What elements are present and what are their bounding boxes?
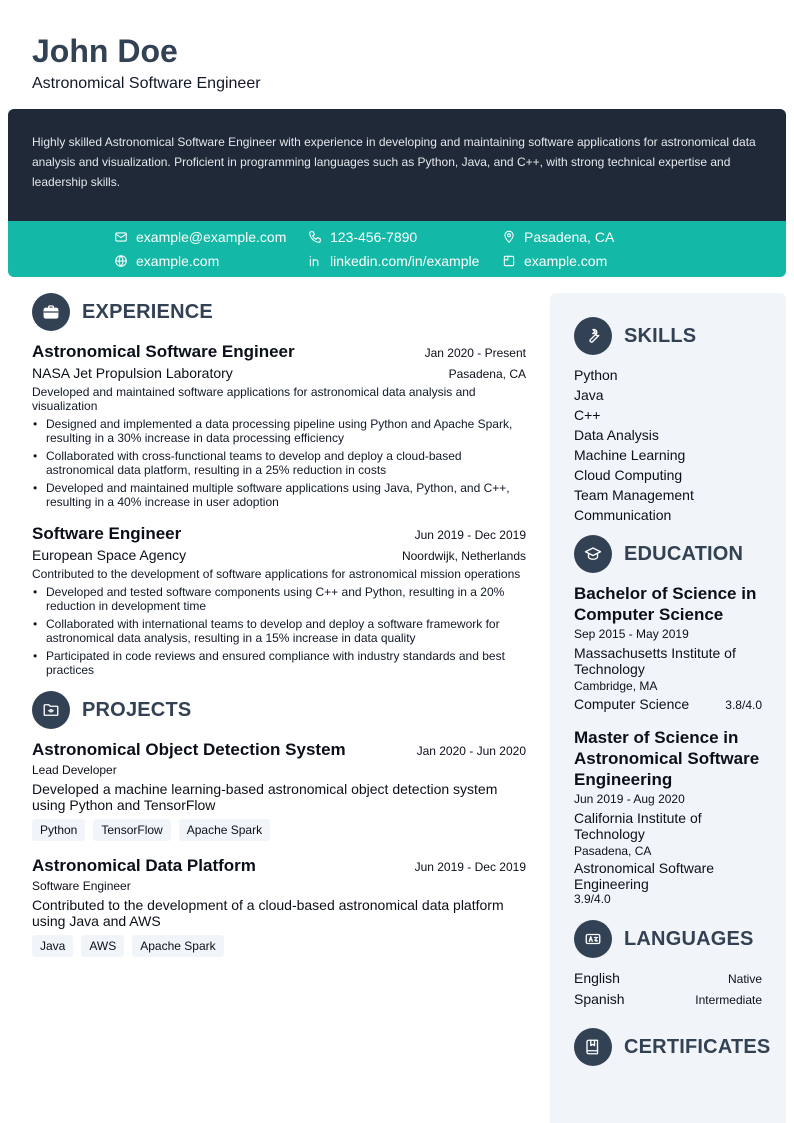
contact-portfolio[interactable] bbox=[502, 251, 607, 271]
school-location: Cambridge, MA bbox=[574, 679, 658, 693]
sidebar-column bbox=[550, 293, 786, 1123]
job-bullet: • Participated in code reviews and ensured compliance with industry standards and best practices bbox=[32, 649, 526, 677]
project-description: Developed a machine learning-based astronomical object detection system using Python and TensorFlow bbox=[32, 781, 498, 813]
contact-linkedin[interactable] bbox=[308, 251, 479, 271]
education-entry bbox=[574, 727, 762, 906]
education-section-header bbox=[574, 535, 762, 573]
linkedin-icon bbox=[308, 254, 322, 268]
main-column bbox=[32, 293, 526, 971]
job-company: NASA Jet Propulsion Laboratory bbox=[32, 365, 233, 381]
book-icon bbox=[574, 1028, 612, 1066]
job-date: Jun 2019 - Dec 2019 bbox=[414, 528, 526, 542]
skills-section bbox=[574, 317, 762, 525]
gpa: 3.8/4.0 bbox=[725, 698, 762, 712]
education-date: Jun 2019 - Aug 2020 bbox=[574, 792, 685, 806]
contact-location-text: Pasadena, CA bbox=[524, 229, 615, 245]
skill-item: C++ bbox=[574, 407, 601, 423]
contact-email[interactable] bbox=[114, 227, 286, 247]
gpa: 3.9/4.0 bbox=[574, 892, 611, 906]
job-description: Contributed to the development of software applications for astronomical mission operations bbox=[32, 567, 521, 581]
job-date: Jan 2020 - Present bbox=[424, 346, 526, 360]
certificates-section-header bbox=[574, 1028, 771, 1066]
tag: TensorFlow bbox=[93, 819, 170, 841]
folder-icon bbox=[32, 691, 70, 729]
skill-item: Java bbox=[574, 387, 604, 403]
contact-linkedin-text: linkedin.com/in/example bbox=[330, 253, 480, 269]
skill-item: Team Management bbox=[574, 487, 694, 503]
tag: Java bbox=[32, 935, 73, 957]
skill-item: Communication bbox=[574, 507, 672, 523]
languages-section-header bbox=[574, 920, 762, 958]
job-bullet: • Developed and tested software components using C++ and Python, resulting in a 20% reduction in development time bbox=[32, 585, 526, 613]
project-entry bbox=[32, 739, 526, 841]
briefcase-icon bbox=[32, 293, 70, 331]
skill-item: Cloud Computing bbox=[574, 467, 683, 483]
certificates-title: CERTIFICATES bbox=[624, 1035, 771, 1058]
school: California Institute of Technology bbox=[574, 810, 702, 842]
job-company: European Space Agency bbox=[32, 547, 187, 563]
project-role: Lead Developer bbox=[32, 763, 117, 777]
contact-portfolio-text: example.com bbox=[524, 253, 608, 269]
field-of-study: Computer Science bbox=[574, 696, 690, 712]
language-name: English bbox=[574, 970, 620, 986]
skill-item: Data Analysis bbox=[574, 427, 659, 443]
phone-icon bbox=[308, 230, 322, 244]
skills-section-header bbox=[574, 317, 762, 355]
contact-website[interactable] bbox=[114, 251, 219, 271]
summary-panel bbox=[8, 109, 786, 221]
job-description: Developed and maintained software applications for astronomical data analysis and visualization bbox=[32, 385, 476, 413]
language-name: Spanish bbox=[574, 991, 625, 1007]
job-bullet: • Collaborated with international teams to develop and deploy a software framework for astronomical data analysis, resulting in a 15% increase in data quality bbox=[32, 617, 526, 645]
tag: Apache Spark bbox=[179, 819, 270, 841]
school: Massachusetts Institute of Technology bbox=[574, 645, 736, 677]
tag: Apache Spark bbox=[132, 935, 223, 957]
language-row bbox=[574, 989, 762, 1010]
field-of-study: Astronomical Software Engineering bbox=[574, 860, 715, 892]
contact-bar bbox=[8, 221, 786, 277]
project-title: Astronomical Object Detection System bbox=[32, 740, 346, 759]
project-entry bbox=[32, 855, 526, 957]
experience-title: EXPERIENCE bbox=[82, 300, 213, 323]
experience-section-header bbox=[32, 293, 526, 331]
project-date: Jan 2020 - Jun 2020 bbox=[416, 744, 526, 758]
skill-item: Python bbox=[574, 367, 618, 383]
languages-section bbox=[574, 920, 762, 1010]
contact-website-text: example.com bbox=[136, 253, 220, 269]
summary-text: Highly skilled Astronomical Software Engineer with experience in developing and maintaining software applications for astronomical data analysis and visualization. Proficient in programming languages such as Python, Java, and C++, with strong technical expertise and leadership skills. bbox=[32, 135, 756, 189]
contact-phone-text: 123-456-7890 bbox=[330, 229, 418, 245]
project-description: Contributed to the development of a cloud-based astronomical data platform using Java and AWS bbox=[32, 897, 504, 929]
projects-section-header bbox=[32, 691, 526, 729]
contact-phone[interactable] bbox=[308, 227, 417, 247]
project-date: Jun 2019 - Dec 2019 bbox=[414, 860, 526, 874]
school-location: Pasadena, CA bbox=[574, 844, 652, 858]
job-title: Software Engineer bbox=[32, 524, 182, 543]
mail-icon bbox=[114, 230, 128, 244]
degree: Master of Science in Astronomical Software Engineering bbox=[574, 728, 760, 789]
skills-title: SKILLS bbox=[624, 324, 697, 347]
project-title: Astronomical Data Platform bbox=[32, 856, 256, 875]
education-section bbox=[574, 535, 762, 906]
project-role: Software Engineer bbox=[32, 879, 131, 893]
degree: Bachelor of Science in Computer Science bbox=[574, 584, 757, 624]
job-location: Noordwijk, Netherlands bbox=[401, 549, 526, 563]
job-bullet: • Collaborated with cross-functional teams to develop and deploy a cloud-based astronomical data platform, resulting in a 25% reduction in costs bbox=[32, 449, 526, 477]
project-tags bbox=[32, 935, 526, 957]
contact-email-text: example@example.com bbox=[136, 229, 287, 245]
experience-entry bbox=[32, 341, 526, 509]
job-location: Pasadena, CA bbox=[448, 367, 526, 381]
translate-icon bbox=[574, 920, 612, 958]
candidate-name: John Doe bbox=[32, 33, 178, 69]
portfolio-icon bbox=[502, 254, 516, 268]
language-row bbox=[574, 968, 762, 989]
languages-title: LANGUAGES bbox=[624, 927, 754, 950]
globe-icon bbox=[114, 254, 128, 268]
certificates-section bbox=[574, 1028, 771, 1066]
education-title: EDUCATION bbox=[624, 542, 744, 565]
education-entry bbox=[574, 583, 762, 713]
experience-entry bbox=[32, 523, 526, 677]
map-pin-icon bbox=[502, 230, 516, 244]
tag: AWS bbox=[81, 935, 124, 957]
education-date: Sep 2015 - May 2019 bbox=[574, 627, 689, 641]
skill-item: Machine Learning bbox=[574, 447, 686, 463]
job-title: Astronomical Software Engineer bbox=[32, 342, 295, 361]
contact-location bbox=[502, 227, 614, 247]
job-bullet: • Developed and maintained multiple software applications using Java, Python, and C++, resulting in a 40% increase in user adoption bbox=[32, 481, 526, 509]
candidate-title: Astronomical Software Engineer bbox=[32, 75, 261, 92]
language-level: Native bbox=[727, 972, 762, 986]
job-bullet: • Designed and implemented a data processing pipeline using Python and Apache Spark, resulting in a 30% increase in data processing efficiency bbox=[32, 417, 526, 445]
job-bullets bbox=[32, 417, 526, 509]
resume-header bbox=[32, 32, 261, 94]
wrench-icon bbox=[574, 317, 612, 355]
project-tags bbox=[32, 819, 526, 841]
job-bullets bbox=[32, 585, 526, 677]
projects-title: PROJECTS bbox=[82, 698, 192, 721]
graduation-cap-icon bbox=[574, 535, 612, 573]
language-level: Intermediate bbox=[695, 993, 762, 1007]
tag: Python bbox=[32, 819, 85, 841]
